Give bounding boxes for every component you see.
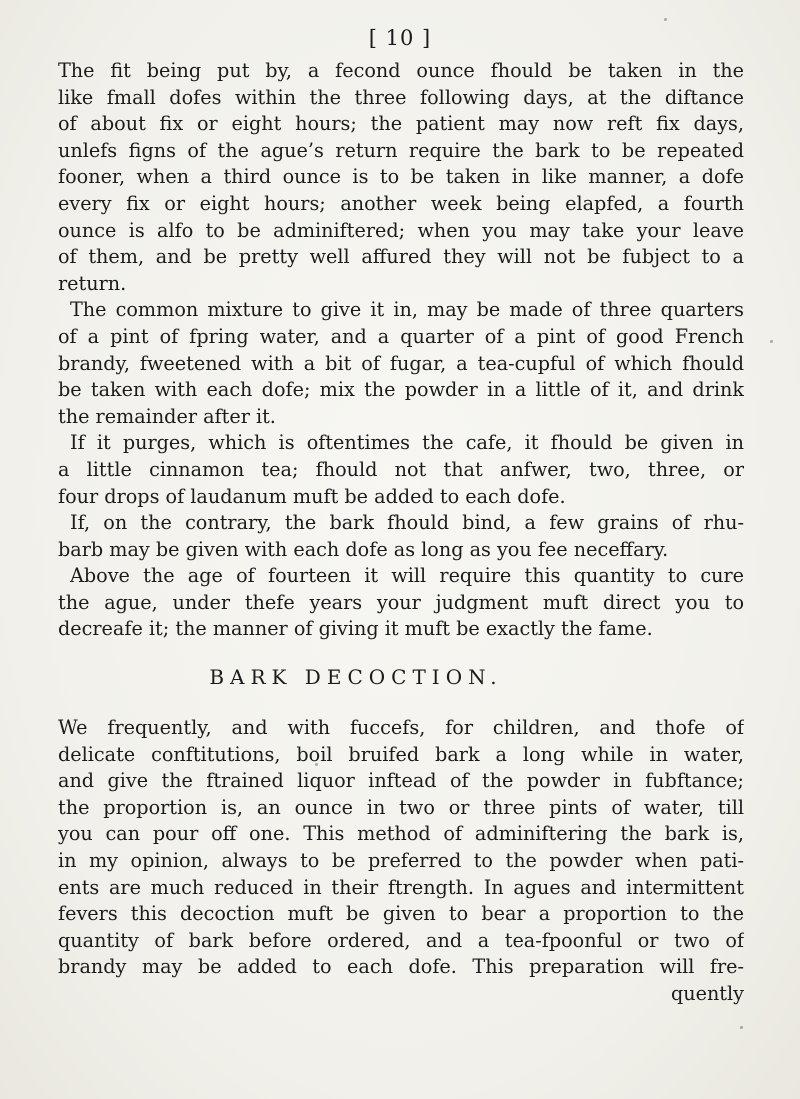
paper-speck <box>664 18 667 21</box>
text-line: every fix or eight hours; another week being elapfed, a fourth <box>58 191 744 215</box>
text-line: ounce is alfo to be adminiftered; when you may take your leave <box>58 218 744 242</box>
section-heading: BARK DECOCTION. <box>209 665 503 690</box>
text-line: fevers this decoction muft be given to bear a proportion to the <box>58 902 744 926</box>
text-line: a little cinnamon tea; fhould not that anfwer, two, three, or <box>58 457 744 481</box>
text-line: return. <box>58 271 127 295</box>
text-line: the proportion is, an ounce in two or three pints of water, till <box>58 795 744 819</box>
text-line: and give the ftrained liquor inftead of the powder in fubftance; <box>58 769 744 793</box>
text-line: quantity of bark before ordered, and a tea-fpoonful or two of <box>58 928 744 952</box>
text-line: in my opinion, always to be preferred to the powder when pati- <box>58 849 744 873</box>
body-text <box>58 58 744 1008</box>
text-line: like fmall dofes within the three following days, at the diftance <box>58 85 744 109</box>
text-line: barb may be given with each dofe as long as you fee neceffary. <box>58 537 669 561</box>
text-line: decreafe it; the manner of giving it muft be exactly the fame. <box>58 617 653 641</box>
text-line: delicate conftitutions, boil bruifed bark a long while in water, <box>58 742 744 766</box>
text-line: We frequently, and with fuccefs, for children, and thofe of <box>58 716 744 740</box>
catchword: quently <box>670 982 744 1005</box>
paper-speck <box>740 1026 743 1029</box>
text-line: The fit being put by, a fecond ounce fhould be taken in the <box>58 59 744 82</box>
text-line: If, on the contrary, the bark fhould bind, a few grains of rhu- <box>70 511 744 535</box>
page-number: [ 10 ] <box>368 26 432 50</box>
text-line: the ague, under thefe years your judgment muft direct you to <box>58 590 744 614</box>
text-line: ents are much reduced in their ftrength. In agues and intermittent <box>58 875 744 899</box>
text-line: you can pour off one. This method of adminiftering the bark is, <box>58 822 744 846</box>
text-line: of about fix or eight hours; the patient may now reft fix days, <box>58 112 744 136</box>
text-line: fooner, when a third ounce is to be taken in like manner, a dofe <box>58 165 744 189</box>
text-line: of a pint of fpring water, and a quarter of a pint of good French <box>58 324 744 348</box>
text-line: brandy may be added to each dofe. This preparation will fre- <box>58 955 744 979</box>
text-line: the remainder after it. <box>58 404 276 428</box>
text-line: unlefs figns of the ague’s return require the bark to be repeated <box>58 138 744 162</box>
text-line: The common mixture to give it in, may be made of three quarters <box>70 298 744 322</box>
text-line: be taken with each dofe; mix the powder in a little of it, and drink <box>58 378 744 402</box>
text-line: of them, and be pretty well affured they will not be fubject to a <box>58 245 744 269</box>
text-line: Above the age of fourteen it will require this quantity to cure <box>70 564 744 588</box>
text-line: If it purges, which is oftentimes the cafe, it fhould be given in <box>70 431 744 455</box>
text-line: brandy, fweetened with a bit of fugar, a tea-cupful of which fhould <box>58 351 744 375</box>
paper-speck <box>315 763 318 766</box>
paper-speck <box>770 340 773 343</box>
text-line: four drops of laudanum muft be added to each dofe. <box>58 484 566 508</box>
